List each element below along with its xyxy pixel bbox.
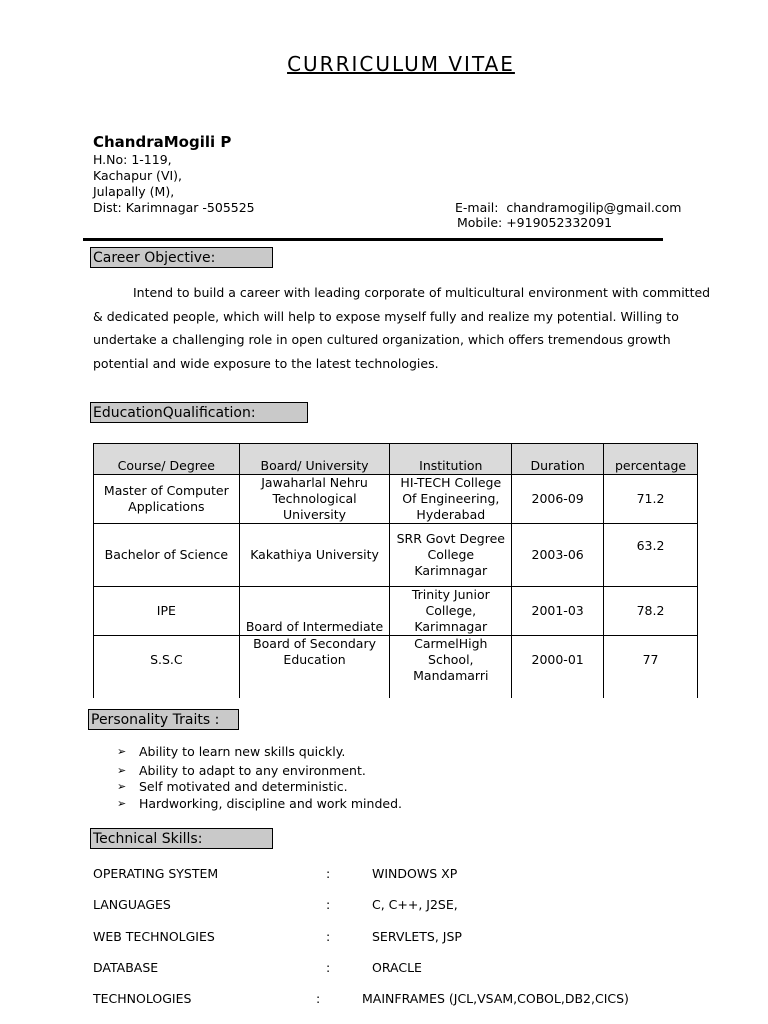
table-cell: 71.2 [604, 475, 698, 524]
skill-label: TECHNOLOGIES [93, 991, 192, 1006]
table-row [94, 475, 698, 524]
column-header: Course/ Degree [94, 444, 240, 475]
table-cell: S.S.C [94, 636, 240, 698]
career-objective-text [93, 281, 713, 375]
arrow-bullet-icon: ➢ [117, 780, 127, 793]
traits-list [117, 744, 402, 812]
skill-value: SERVLETS, JSP [372, 929, 462, 944]
email-line [455, 200, 681, 215]
career-objective-paragraph: Intend to build a career with leading corporate of multicultural environment with committed & dedicated people, which will help to expose myself fully and realize my potential. Willing to undertake a challenging role in open cultured organization, which offers tremendous growth potential and wide exposure to the latest technologies. [93, 285, 711, 371]
candidate-name: ChandraMogili P [93, 133, 232, 151]
list-item: ➢ Ability to adapt to any environment. [117, 762, 366, 778]
skill-label: WEB TECHNOLGIES [93, 929, 215, 944]
table-cell: Kakathiya University [239, 524, 390, 587]
arrow-bullet-icon: ➢ [117, 745, 127, 758]
skill-label: DATABASE [93, 960, 159, 975]
arrow-bullet-icon: ➢ [117, 796, 127, 810]
table-header-row [94, 444, 698, 475]
list-item: ➢ Self motivated and deterministic. [117, 779, 348, 794]
skill-separator: : [326, 897, 331, 912]
table-cell: Jawaharlal Nehru Technological University [239, 475, 390, 524]
table-cell: CarmelHigh School, Mandamarri [390, 636, 512, 698]
table-row [94, 636, 698, 698]
table-row [94, 524, 698, 587]
header-divider [83, 238, 663, 241]
list-item: ➢ Hardworking, discipline and work minded. [117, 795, 402, 811]
address-line: Julapally (M), [93, 184, 175, 199]
mobile-value: +919052332091 [506, 215, 613, 230]
table-cell: Trinity Junior College, Karimnagar [390, 587, 512, 636]
table-cell: 2003-06 [512, 524, 604, 587]
skill-separator: : [326, 929, 331, 944]
table-cell: Bachelor of Science [94, 524, 240, 587]
technical-skills-heading: Technical Skills: [90, 828, 273, 849]
list-item: ➢ Ability to learn new skills quickly. [117, 744, 346, 759]
table-cell: 2000-01 [512, 636, 604, 698]
table-cell: 63.2 [604, 524, 698, 587]
column-header: Institution [390, 444, 512, 475]
arrow-bullet-icon: ➢ [117, 763, 127, 777]
table-cell: HI-TECH College Of Engineering, Hyderabad [390, 475, 512, 524]
table-cell: 77 [604, 636, 698, 698]
table-cell: Board of Secondary Education [239, 636, 390, 698]
column-header: percentage [604, 444, 698, 475]
mobile-label: Mobile: [457, 215, 503, 230]
mobile-line [457, 215, 612, 230]
table-cell: SRR Govt Degree College Karimnagar [390, 524, 512, 587]
skill-value: MAINFRAMES (JCL,VSAM,COBOL,DB2,CICS) [362, 991, 629, 1006]
skill-separator: : [316, 991, 321, 1006]
skill-value: WINDOWS XP [372, 866, 458, 881]
table-cell: 2006-09 [512, 475, 604, 524]
table-cell: 78.2 [604, 587, 698, 636]
skill-separator: : [326, 866, 331, 881]
personality-traits-heading: Personality Traits : [88, 709, 239, 730]
column-header: Board/ University [239, 444, 390, 475]
address-line: H.No: 1-119, [93, 152, 172, 167]
table-cell: IPE [94, 587, 240, 636]
table-cell: Master of Computer Applications [94, 475, 240, 524]
table-cell: 2001-03 [512, 587, 604, 636]
education-heading: EducationQualification: [90, 402, 308, 423]
education-table [93, 443, 698, 698]
skill-value: C, C++, J2SE, [372, 897, 458, 912]
table-row [94, 587, 698, 636]
skill-value: ORACLE [372, 960, 422, 975]
skill-label: LANGUAGES [93, 897, 171, 912]
address-line: Dist: Karimnagar -505525 [93, 200, 255, 215]
document-title: CURRICULUM VITAE [287, 52, 515, 76]
skill-separator: : [326, 960, 331, 975]
email-label: E-mail: [455, 200, 499, 215]
table-cell: Board of Intermediate [239, 587, 390, 636]
address-line: Kachapur (VI), [93, 168, 183, 183]
career-objective-heading: Career Objective: [90, 247, 273, 268]
skill-label: OPERATING SYSTEM [93, 866, 219, 881]
column-header: Duration [512, 444, 604, 475]
email-value: chandramogilip@gmail.com [506, 200, 682, 215]
